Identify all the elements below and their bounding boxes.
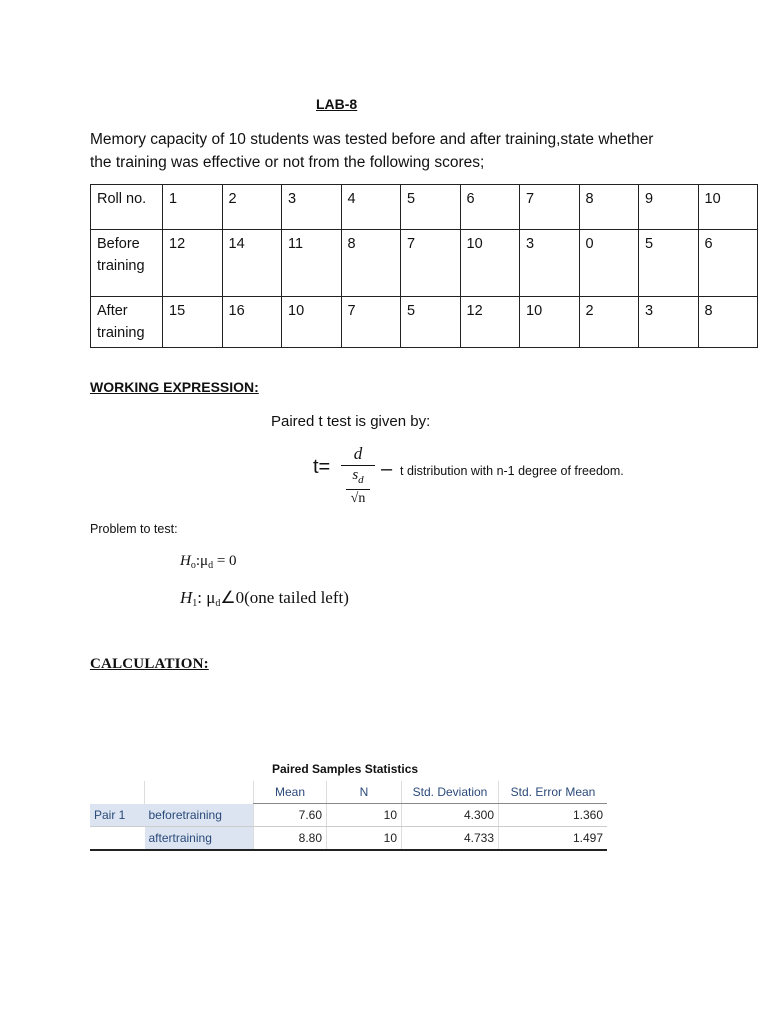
- mean-value: 8.80: [254, 827, 327, 851]
- h0-subscript: o: [190, 560, 196, 571]
- formula-fraction: [338, 444, 378, 507]
- std-deviation-value: 4.300: [402, 804, 499, 827]
- h1-subscript: 1: [192, 598, 198, 609]
- spss-header-mean: Mean: [254, 781, 327, 804]
- table-cell: 8: [698, 297, 758, 348]
- table-cell: 10: [698, 185, 758, 230]
- intro-line-2: the training was effective or not from the following scores;: [90, 154, 485, 171]
- table-cell: 8: [579, 185, 639, 230]
- n-value: 10: [327, 804, 402, 827]
- row-label: [91, 230, 163, 297]
- pair-label: Pair 1: [90, 804, 145, 827]
- h1-rhs: ∠0(one tailed left): [220, 588, 349, 607]
- row-label: [91, 297, 163, 348]
- table-cell: 16: [222, 297, 282, 348]
- table-cell: 11: [282, 230, 342, 297]
- spss-header-std-deviation: Std. Deviation: [402, 781, 499, 804]
- table-cell: 15: [163, 297, 223, 348]
- table-cell: 1: [163, 185, 223, 230]
- paired-test-lead: Paired t test is given by:: [271, 413, 431, 430]
- table-cell: 7: [401, 230, 461, 297]
- h0-rhs: = 0: [213, 553, 237, 569]
- h0-mu: :μ: [195, 553, 209, 569]
- table-cell: 3: [520, 230, 580, 297]
- row-label-line-1: Before: [97, 236, 140, 252]
- table-cell: 10: [520, 297, 580, 348]
- table-cell: 7: [341, 297, 401, 348]
- formula-description: t distribution with n-1 degree of freedom.: [400, 464, 624, 478]
- paired-samples-statistics-table: [90, 781, 607, 851]
- sd-subscript: d: [358, 474, 364, 486]
- row-label-line-1: After: [97, 303, 128, 319]
- table-cell: 3: [282, 185, 342, 230]
- problem-to-test-label: Problem to test:: [90, 522, 178, 536]
- table-cell: 5: [401, 185, 461, 230]
- table-cell: 0: [579, 230, 639, 297]
- spss-row-before: [90, 804, 607, 827]
- table-row-after-training: [91, 297, 758, 348]
- pair-label-blank: [90, 827, 145, 851]
- h1-symbol: H: [180, 588, 193, 607]
- table-cell: 8: [341, 230, 401, 297]
- table-cell: 6: [460, 185, 520, 230]
- formula-numerator: d: [353, 444, 363, 463]
- table-cell: 4: [341, 185, 401, 230]
- spss-header-row: [90, 781, 607, 804]
- spss-header-blank: [145, 781, 254, 804]
- table-cell: 2: [222, 185, 282, 230]
- formula-sqrt-n: √n: [350, 491, 366, 506]
- sub-fraction-bar: [346, 489, 370, 490]
- formula-dash: –: [381, 458, 393, 480]
- spss-header-blank: [90, 781, 145, 804]
- table-cell: 10: [460, 230, 520, 297]
- row-label-line-2: training: [97, 258, 145, 274]
- intro-line-1: Memory capacity of 10 students was tested before and after training,state whether: [90, 131, 654, 148]
- spss-row-after: [90, 827, 607, 851]
- table-cell: 10: [282, 297, 342, 348]
- std-error-mean-value: 1.497: [499, 827, 608, 851]
- sd-symbol: s: [352, 467, 359, 483]
- std-error-mean-value: 1.360: [499, 804, 608, 827]
- h1-mu-subscript: d: [215, 598, 221, 609]
- table-cell: 14: [222, 230, 282, 297]
- table-cell: 3: [639, 297, 699, 348]
- spss-table-title: Paired Samples Statistics: [272, 762, 419, 776]
- calculation-heading: CALCULATION:: [90, 656, 209, 672]
- table-cell: 6: [698, 230, 758, 297]
- row-label: Roll no.: [91, 185, 163, 230]
- problem-statement: [90, 128, 730, 174]
- h0-symbol: H: [180, 553, 191, 569]
- formula-sd: [338, 467, 378, 488]
- working-expression-heading: WORKING EXPRESSION:: [90, 379, 259, 395]
- scores-table: [90, 184, 758, 348]
- table-cell: 5: [401, 297, 461, 348]
- table-row-before-training: [91, 230, 758, 297]
- std-deviation-value: 4.733: [402, 827, 499, 851]
- n-value: 10: [327, 827, 402, 851]
- row-label-line-2: training: [97, 325, 145, 341]
- table-cell: 12: [163, 230, 223, 297]
- mean-value: 7.60: [254, 804, 327, 827]
- variable-name: beforetraining: [145, 804, 254, 827]
- spss-header-n: N: [327, 781, 402, 804]
- alternative-hypothesis: [180, 588, 349, 609]
- fraction-bar: [341, 465, 375, 466]
- table-row-roll-no: [91, 185, 758, 230]
- null-hypothesis: [180, 553, 237, 571]
- table-cell: 5: [639, 230, 699, 297]
- h1-mu: : μ: [197, 588, 216, 607]
- spss-header-std-error-mean: Std. Error Mean: [499, 781, 608, 804]
- table-cell: 2: [579, 297, 639, 348]
- formula-lhs: t=: [313, 456, 331, 478]
- lab-title: LAB-8: [316, 96, 358, 112]
- variable-name: aftertraining: [145, 827, 254, 851]
- table-cell: 12: [460, 297, 520, 348]
- t-formula: [313, 444, 653, 510]
- h0-mu-subscript: d: [208, 560, 214, 571]
- table-cell: 7: [520, 185, 580, 230]
- table-cell: 9: [639, 185, 699, 230]
